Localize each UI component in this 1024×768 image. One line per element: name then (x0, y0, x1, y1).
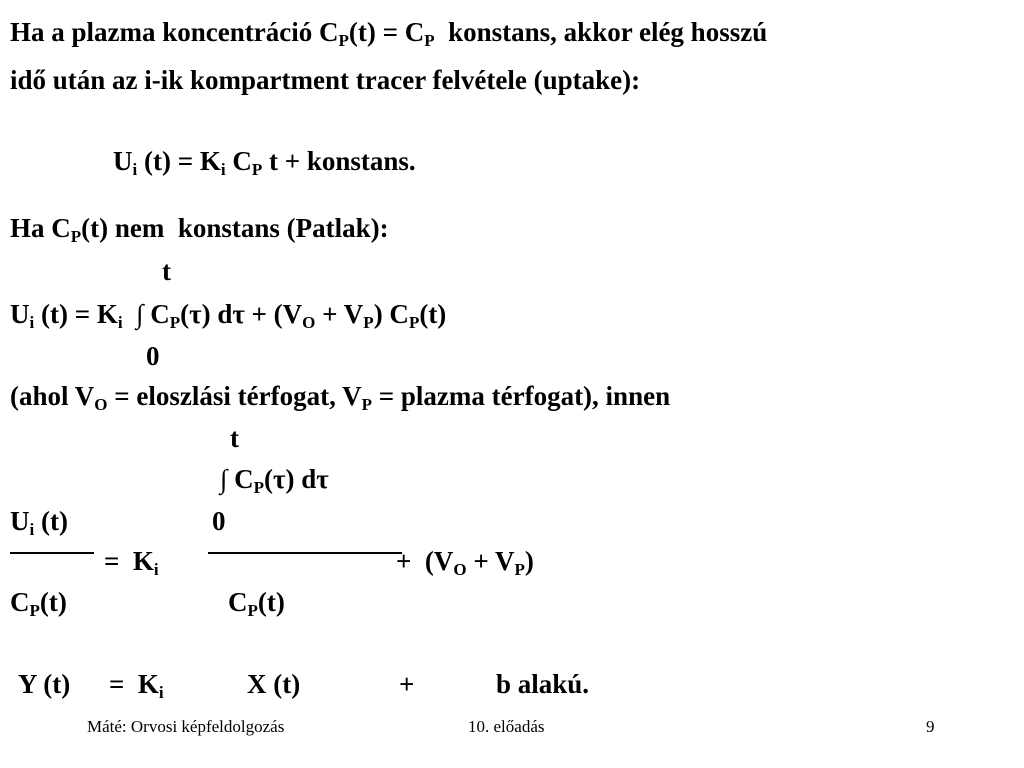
footer-author: Máté: Orvosi képfeldolgozás (87, 717, 285, 736)
fraction-plus-volumes: + $(V_O + V_P)$ (396, 546, 534, 579)
uptake-equation: $U_i$ $(t) = K_i$ $C_P$ t + konstans. (113, 146, 416, 179)
linear-form-plus: + (399, 669, 415, 699)
footer-lecture: 10. előadás (468, 717, 545, 736)
integral-lower-limit: 0 (146, 341, 160, 371)
linear-form-x: X (t) (247, 669, 301, 699)
linear-form-y: Y (t) (18, 669, 71, 699)
lhs-fraction-bar (10, 552, 94, 554)
volume-note: (ahol $V_O$ = eloszlási térfogat, $V_P$ = plazma térfogat), innen (10, 381, 671, 414)
fraction-integral-upper-limit: t (230, 423, 239, 453)
rhs-fraction-bar (208, 552, 402, 554)
intro-line-2: idő után az i-ik kompartment tracer felvétele (uptake): (10, 65, 641, 95)
intro-line-1: Ha a plazma koncentráció $C_P(t) = C_P$ konstans, akkor elég hosszú (10, 17, 768, 50)
linear-form-b: b alakú. (496, 669, 590, 699)
fraction-lhs-denominator: $C_P(t)$ (10, 587, 67, 620)
fraction-integral: ∫ $C_P(\tau)$ dτ (220, 464, 329, 497)
linear-form-k: = $K_i$ (109, 669, 164, 702)
fraction-lhs-numerator: $U_i$ (t) (10, 506, 68, 539)
integral-upper-limit: t (162, 256, 171, 286)
patlak-equation: $U_i$ $(t) = K_i$ ∫ $C_P(\tau) d\tau + (V_O + V_P)$ $C_P(t)$ (10, 299, 447, 332)
fraction-rhs-denominator: $C_P(t)$ (228, 587, 285, 620)
footer-page-number: 9 (926, 717, 935, 736)
fraction-integral-lower-limit: 0 (212, 506, 226, 536)
patlak-heading: Ha $C_P(t)$ nem konstans (Patlak): (10, 213, 389, 246)
fraction-equals-k: = $K_i$ (104, 546, 159, 579)
